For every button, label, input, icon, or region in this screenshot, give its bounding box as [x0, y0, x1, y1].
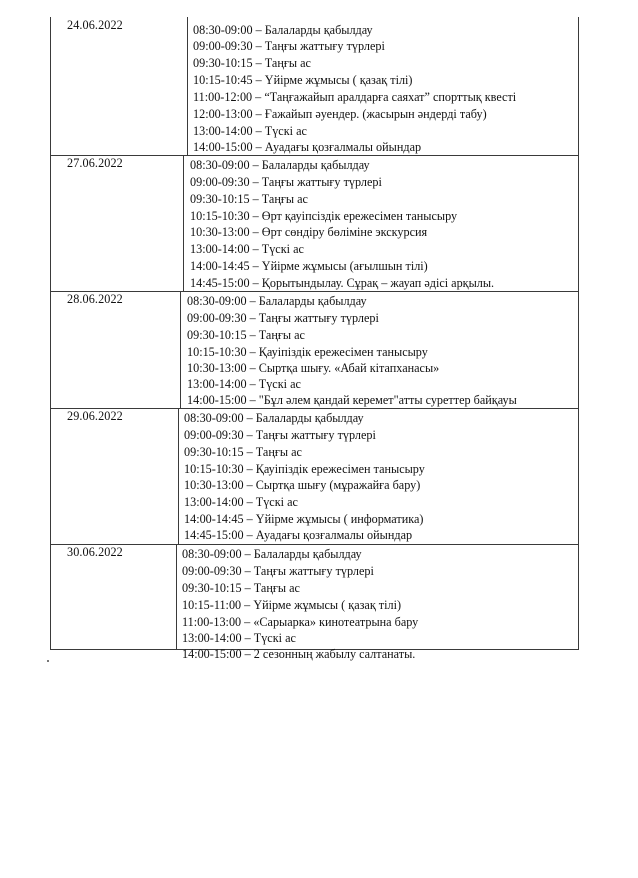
schedule-item: 09:30-10:15 – Таңғы ас [190, 192, 308, 206]
schedule-item: 09:30-10:15 – Таңғы ас [182, 581, 300, 595]
schedule-item: 10:15-10:30 – Өрт қауіпсіздік ережесімен танысыру [190, 209, 458, 223]
schedule-item: 09:00-09:30 – Таңғы жаттығу түрлері [187, 311, 379, 325]
schedule-item: 10:30-13:00 – Сыртқа шығу (мұражайға бару) [184, 478, 421, 492]
schedule-item: 08:30-09:00 – Балаларды қабылдау [187, 294, 367, 308]
schedule-item: 13:00-14:00 – Түскі ас [184, 495, 298, 509]
schedule-item: 09:30-10:15 – Таңғы ас [187, 328, 305, 342]
schedule-item: 08:30-09:00 – Балаларды қабылдау [193, 23, 373, 37]
row-divider [51, 544, 578, 545]
schedule-item: 10:15-10:30 – Қауіпіздік ережесімен танысыру [187, 345, 428, 359]
date-cell: 30.06.2022 [67, 545, 123, 559]
date-cell: 27.06.2022 [67, 156, 123, 170]
schedule-item: 10:30-13:00 – Өрт сөндіру бөліміне экскурсия [190, 225, 428, 239]
date-cell: 28.06.2022 [67, 292, 123, 306]
schedule-item: 08:30-09:00 – Балаларды қабылдау [184, 411, 364, 425]
schedule-item: 13:00-14:00 – Түскі ас [193, 124, 307, 138]
column-divider [176, 544, 177, 649]
schedule-item: 14:00-15:00 – Ауадағы қозғалмалы ойындар [193, 140, 422, 154]
schedule-item: 10:15-10:30 – Қауіпіздік ережесімен танысыру [184, 462, 425, 476]
column-divider [187, 17, 188, 155]
schedule-item: 09:00-09:30 – Таңғы жаттығу түрлері [182, 564, 374, 578]
schedule-item: 14:00-14:45 – Үйірме жұмысы ( информатика) [184, 512, 424, 526]
schedule-item: 13:00-14:00 – Түскі ас [182, 631, 296, 645]
schedule-item: 09:00-09:30 – Таңғы жаттығу түрлері [193, 39, 385, 53]
schedule-item: 11:00-13:00 – «Сарыарка» кинотеатрына бару [182, 615, 419, 629]
schedule-item: 10:15-11:00 – Үйірме жұмысы ( қазақ тілі) [182, 598, 402, 612]
scan-speck [47, 660, 49, 662]
schedule-item: 10:15-10:45 – Үйірме жұмысы ( қазақ тілі) [193, 73, 413, 87]
date-cell: 29.06.2022 [67, 409, 123, 423]
schedule-item: 09:00-09:30 – Таңғы жаттығу түрлері [190, 175, 382, 189]
row-divider [51, 155, 578, 156]
schedule-item: 12:00-13:00 – Ғажайып әуендер. (жасырын әндерді табу) [193, 107, 487, 121]
schedule-item: 14:00-15:00 – 2 сезонның жабылу салтанаты. [182, 647, 416, 661]
column-divider [178, 408, 179, 544]
schedule-item: 10:30-13:00 – Сыртқа шығу. «Абай кітапханасы» [187, 361, 440, 375]
schedule-item: 14:45-15:00 – Қорытындылау. Сұрақ – жауап әдісі арқылы. [190, 276, 495, 290]
row-divider [51, 291, 578, 292]
schedule-item: 08:30-09:00 – Балаларды қабылдау [190, 158, 370, 172]
column-divider [180, 291, 181, 408]
schedule-item: 13:00-14:00 – Түскі ас [190, 242, 304, 256]
schedule-item: 11:00-12:00 – “Таңғажайып аралдарға саяхат” спорттық квесті [193, 90, 517, 104]
schedule-item: 14:45-15:00 – Ауадағы қозғалмалы ойындар [184, 528, 413, 542]
schedule-item: 09:00-09:30 – Таңғы жаттығу түрлері [184, 428, 376, 442]
row-divider [51, 408, 578, 409]
schedule-item: 09:30-10:15 – Таңғы ас [193, 56, 311, 70]
schedule-item: 13:00-14:00 – Түскі ас [187, 377, 301, 391]
date-cell: 24.06.2022 [67, 18, 123, 32]
schedule-item: 08:30-09:00 – Балаларды қабылдау [182, 547, 362, 561]
schedule-table [50, 17, 579, 661]
schedule-item: 09:30-10:15 – Таңғы ас [184, 445, 302, 459]
schedule-item: 14:00-14:45 – Үйірме жұмысы (ағылшын тілі) [190, 259, 428, 273]
schedule-item: 14:00-15:00 – "Бұл әлем қандай керемет"атты суреттер байқауы [187, 393, 517, 407]
column-divider [183, 155, 184, 291]
